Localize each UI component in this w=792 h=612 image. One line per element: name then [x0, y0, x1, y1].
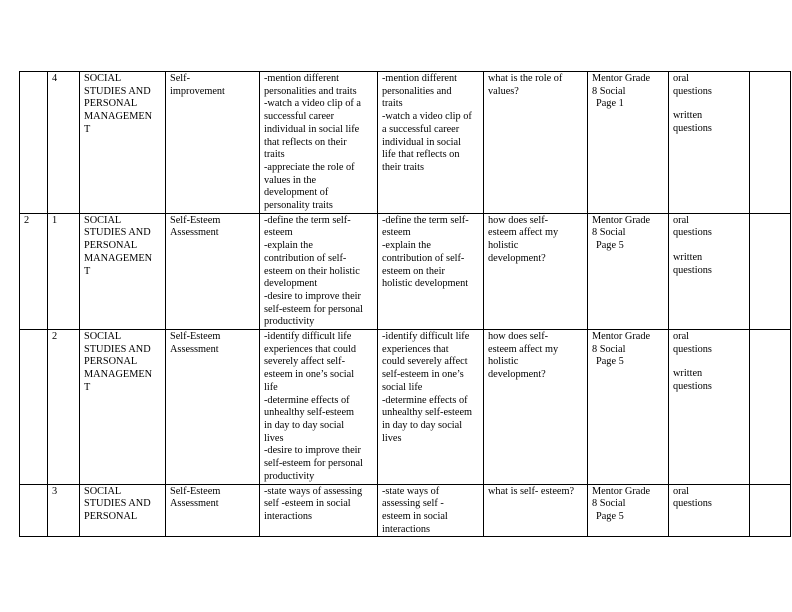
cell-line: -watch a video clip of a: [264, 98, 361, 110]
cell-line: lives: [382, 432, 402, 444]
cell-line: Mentor Grade: [592, 73, 651, 84]
cell-line: STUDIES AND: [84, 343, 151, 355]
cell-line: -desire to improve their: [264, 290, 361, 302]
cell-line: self -esteem in social: [264, 498, 351, 510]
assessment-methods-cell: [669, 213, 750, 329]
cell-line: PERSONAL: [84, 98, 138, 110]
table-row: [20, 213, 791, 329]
table-row: [20, 72, 791, 214]
cell-line: PERSONAL: [84, 510, 138, 522]
table-row: [20, 330, 791, 484]
sub-strand-cell: [166, 330, 260, 484]
cell-line: productivity: [264, 470, 315, 482]
week-cell: 2: [20, 213, 48, 329]
learning-resources-cell: [588, 213, 669, 329]
week-cell: [20, 72, 48, 214]
learning-experiences-cell: [378, 72, 484, 214]
cell-line: written: [673, 252, 703, 264]
cell-line: Self-: [170, 73, 191, 84]
cell-line: experiences that: [382, 343, 449, 355]
strand-cell: [80, 72, 166, 214]
table-body: [20, 72, 791, 537]
cell-line: successful career: [264, 111, 335, 123]
assessment-methods-cell: [669, 484, 750, 537]
cell-line: development of: [264, 187, 329, 199]
cell-line: MANAGEMEN: [84, 252, 153, 264]
strand-cell: [80, 213, 166, 329]
cell-line: Assessment: [170, 343, 219, 355]
cell-line: in day to day social: [264, 419, 345, 431]
cell-line: MANAGEMEN: [84, 369, 153, 381]
cell-line: severely affect self-: [264, 356, 345, 368]
key-inquiry-question-cell: [484, 213, 588, 329]
cell-line: Mentor Grade: [592, 331, 651, 343]
cell-line: T: [84, 381, 91, 393]
cell-line: SOCIAL: [84, 73, 122, 84]
cell-line: life that reflects on: [382, 149, 460, 161]
cell-line: Page 5: [596, 356, 624, 368]
cell-line: self-esteem in one’s: [382, 369, 464, 381]
cell-line: assessing self -: [382, 498, 444, 510]
cell-line: that reflects on their: [264, 136, 347, 148]
cell-line: traits: [264, 149, 285, 161]
cell-line: 8 Social: [592, 343, 626, 355]
cell-line: personality traits: [264, 200, 333, 212]
cell-line: esteem in one’s social: [264, 369, 355, 381]
cell-line: what is the role of: [488, 73, 563, 84]
cell-line: Page 1: [596, 98, 624, 110]
cell-line: questions: [673, 343, 712, 355]
assessment-methods-cell: [669, 330, 750, 484]
learning-resources-cell: [588, 330, 669, 484]
cell-line: 8 Social: [592, 85, 626, 97]
cell-line: development?: [488, 252, 546, 264]
cell-line: Mentor Grade: [592, 485, 651, 497]
cell-line: esteem: [382, 227, 411, 239]
cell-line: PERSONAL: [84, 240, 138, 252]
cell-line: Self-Esteem: [170, 485, 221, 497]
cell-line: esteem affect my: [488, 227, 559, 239]
cell-line: -mention different: [264, 73, 340, 84]
cell-line: Mentor Grade: [592, 214, 651, 226]
cell-line: a successful career: [382, 123, 460, 135]
key-inquiry-question-cell: [484, 72, 588, 214]
remarks-cell: [750, 330, 791, 484]
cell-line: holistic development: [382, 278, 469, 290]
cell-line: STUDIES AND: [84, 498, 151, 510]
cell-line: contribution of self-: [382, 252, 465, 264]
cell-line: social life: [382, 381, 423, 393]
cell-line: -explain the: [382, 240, 431, 252]
cell-line: what is self- esteem?: [488, 485, 575, 497]
learning-resources-cell: [588, 72, 669, 214]
cell-line: personalities and: [382, 85, 452, 97]
cell-line: [673, 356, 745, 368]
cell-line: holistic: [488, 240, 519, 252]
learning-outcomes-cell: [260, 330, 378, 484]
remarks-cell: [750, 72, 791, 214]
cell-line: questions: [673, 498, 712, 510]
cell-line: interactions: [264, 510, 313, 522]
cell-line: -watch a video clip of: [382, 111, 472, 123]
cell-line: esteem: [264, 227, 293, 239]
learning-resources-cell: [588, 484, 669, 537]
cell-line: individual in social: [382, 136, 461, 148]
lesson-cell: 3: [48, 484, 80, 537]
lesson-cell: 4: [48, 72, 80, 214]
cell-line: STUDIES AND: [84, 85, 151, 97]
sub-strand-cell: [166, 484, 260, 537]
cell-line: [673, 98, 745, 110]
cell-line: unhealthy self-esteem: [382, 407, 473, 419]
cell-line: [673, 240, 745, 252]
cell-line: values?: [488, 85, 519, 97]
cell-line: -define the term self-: [264, 214, 351, 226]
cell-line: questions: [673, 264, 712, 276]
cell-line: improvement: [170, 85, 225, 97]
cell-line: STUDIES AND: [84, 227, 151, 239]
lesson-cell: 2: [48, 330, 80, 484]
cell-line: productivity: [264, 316, 315, 328]
learning-outcomes-cell: [260, 484, 378, 537]
cell-line: interactions: [382, 523, 431, 535]
cell-line: esteem on their holistic: [264, 265, 360, 277]
cell-line: PERSONAL: [84, 356, 138, 368]
cell-line: oral: [673, 214, 690, 226]
cell-line: Page 5: [596, 510, 624, 522]
cell-line: Assessment: [170, 227, 219, 239]
cell-line: esteem in social: [382, 510, 448, 522]
cell-line: questions: [673, 381, 712, 393]
cell-line: Self-Esteem: [170, 214, 221, 226]
cell-line: -determine effects of: [382, 394, 468, 406]
cell-line: -identify difficult life: [382, 331, 470, 343]
cell-line: 8 Social: [592, 498, 626, 510]
strand-cell: [80, 330, 166, 484]
learning-experiences-cell: [378, 330, 484, 484]
cell-line: T: [84, 265, 91, 277]
cell-line: self-esteem for personal: [264, 303, 363, 315]
sub-strand-cell: [166, 213, 260, 329]
sub-strand-cell: [166, 72, 260, 214]
remarks-cell: [750, 213, 791, 329]
cell-line: -explain the: [264, 240, 313, 252]
key-inquiry-question-cell: [484, 330, 588, 484]
cell-line: oral: [673, 331, 690, 343]
cell-line: lives: [264, 432, 284, 444]
week-cell: [20, 330, 48, 484]
cell-line: esteem affect my: [488, 343, 559, 355]
cell-line: unhealthy self-esteem: [264, 407, 355, 419]
cell-line: values in the: [264, 174, 317, 186]
lesson-cell: 1: [48, 213, 80, 329]
table-row: [20, 484, 791, 537]
cell-line: questions: [673, 123, 712, 135]
learning-outcomes-cell: [260, 213, 378, 329]
cell-line: SOCIAL: [84, 485, 122, 497]
cell-line: holistic: [488, 356, 519, 368]
cell-line: -appreciate the role of: [264, 161, 355, 173]
cell-line: SOCIAL: [84, 331, 122, 343]
cell-line: contribution of self-: [264, 252, 347, 264]
cell-line: Self-Esteem: [170, 331, 221, 343]
learning-experiences-cell: [378, 213, 484, 329]
week-cell: [20, 484, 48, 537]
assessment-methods-cell: [669, 72, 750, 214]
learning-outcomes-cell: [260, 72, 378, 214]
key-inquiry-question-cell: [484, 484, 588, 537]
cell-line: questions: [673, 85, 712, 97]
cell-line: individual in social life: [264, 123, 360, 135]
cell-line: -define the term self-: [382, 214, 469, 226]
cell-line: life: [264, 381, 278, 393]
remarks-cell: [750, 484, 791, 537]
cell-line: experiences that could: [264, 343, 357, 355]
strand-cell: [80, 484, 166, 537]
cell-line: traits: [382, 98, 403, 110]
cell-line: Assessment: [170, 498, 219, 510]
scheme-of-work-table: [19, 71, 791, 537]
cell-line: MANAGEMEN: [84, 111, 153, 123]
cell-line: 8 Social: [592, 227, 626, 239]
cell-line: esteem on their: [382, 265, 445, 277]
cell-line: -desire to improve their: [264, 445, 361, 457]
cell-line: written: [673, 368, 703, 380]
cell-line: in day to day social: [382, 419, 463, 431]
cell-line: -mention different: [382, 73, 458, 84]
cell-line: questions: [673, 227, 712, 239]
cell-line: -state ways of: [382, 485, 440, 497]
learning-experiences-cell: [378, 484, 484, 537]
cell-line: development?: [488, 369, 546, 381]
cell-line: oral: [673, 485, 690, 497]
cell-line: -identify difficult life: [264, 331, 352, 343]
cell-line: self-esteem for personal: [264, 458, 363, 470]
cell-line: oral: [673, 73, 690, 84]
cell-line: could severely affect: [382, 356, 468, 368]
cell-line: development: [264, 278, 318, 290]
cell-line: their traits: [382, 161, 425, 173]
cell-line: how does self-: [488, 331, 549, 343]
cell-line: written: [673, 110, 703, 122]
cell-line: -state ways of assessing: [264, 485, 363, 497]
cell-line: -determine effects of: [264, 394, 350, 406]
cell-line: T: [84, 123, 91, 135]
cell-line: how does self-: [488, 214, 549, 226]
cell-line: SOCIAL: [84, 214, 122, 226]
cell-line: personalities and traits: [264, 85, 357, 97]
cell-line: Page 5: [596, 240, 624, 252]
